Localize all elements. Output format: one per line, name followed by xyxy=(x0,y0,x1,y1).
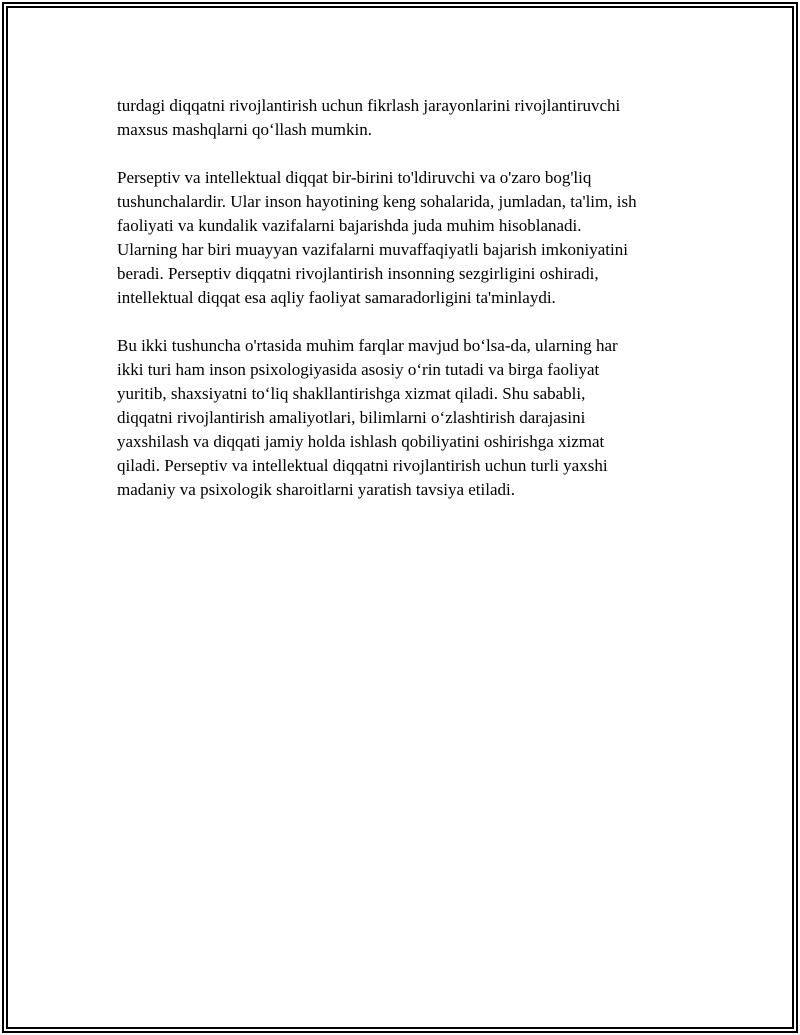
text-line: diqqatni rivojlantirish amaliyotlari, bilimlarni o‘zlashtirish darajasini xyxy=(117,408,586,427)
text-line: intellektual diqqat esa aqliy faoliyat samaradorligini ta'minlaydi. xyxy=(117,288,556,307)
text-line: Perseptiv va intellektual diqqat bir-birini to'ldiruvchi va o'zaro bog'liq xyxy=(117,168,592,187)
text-line: maxsus mashqlarni qo‘llash mumkin. xyxy=(117,120,372,139)
text-line: Bu ikki tushuncha o'rtasida muhim farqlar mavjud bo‘lsa-da, ularning har xyxy=(117,336,618,355)
paragraph-2 xyxy=(117,166,677,310)
text-line: turdagi diqqatni rivojlantirish uchun fikrlash jarayonlarini rivojlantiruvchi xyxy=(117,96,621,115)
text-line: qiladi. Perseptiv va intellektual diqqatni rivojlantirish uchun turli yaxshi xyxy=(117,456,608,475)
document-body xyxy=(117,94,677,526)
text-line: tushunchalardir. Ular inson hayotining keng sohalarida, jumladan, ta'lim, ish xyxy=(117,192,637,211)
text-line: beradi. Perseptiv diqqatni rivojlantirish insonning sezgirligini oshiradi, xyxy=(117,264,599,283)
text-line: faoliyati va kundalik vazifalarni bajarishda juda muhim hisoblanadi. xyxy=(117,216,582,235)
text-line: ikki turi ham inson psixologiyasida asosiy o‘rin tutadi va birga faoliyat xyxy=(117,360,600,379)
text-line: yuritib, shaxsiyatni to‘liq shakllantirishga xizmat qiladi. Shu sababli, xyxy=(117,384,586,403)
text-line: madaniy va psixologik sharoitlarni yaratish tavsiya etiladi. xyxy=(117,480,515,499)
text-line: Ularning har biri muayyan vazifalarni muvaffaqiyatli bajarish imkoniyatini xyxy=(117,240,628,259)
text-line: yaxshilash va diqqati jamiy holda ishlash qobiliyatini oshirishga xizmat xyxy=(117,432,605,451)
paragraph-3 xyxy=(117,334,677,502)
paragraph-1 xyxy=(117,94,677,142)
